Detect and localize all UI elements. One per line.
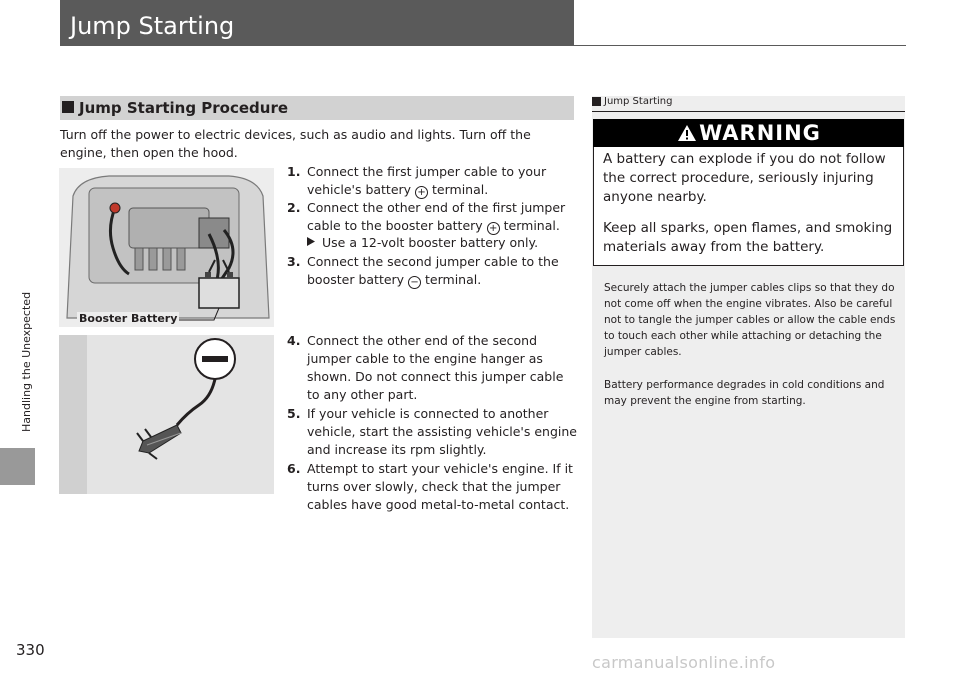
page-title: Jump Starting bbox=[70, 12, 235, 40]
chapter-tab-label: Handling the Unexpected bbox=[20, 291, 33, 432]
step-text-start: Connect the other end of the first jumper cable to the booster battery bbox=[307, 200, 566, 233]
step-5 bbox=[287, 405, 577, 459]
callout-leader bbox=[59, 168, 274, 327]
step-number: 1. bbox=[287, 164, 301, 179]
notes-paragraph-1: Securely attach the jumper cables clips so that they do not come off when the engine vibrates. Also be careful not to tangle the jumper cables or allow the cable ends to touch each other while attaching or detaching the jumper cables. bbox=[604, 282, 896, 358]
section-bullet-icon bbox=[62, 101, 74, 113]
section-title: Jump Starting Procedure bbox=[79, 99, 289, 117]
page-number: 330 bbox=[16, 641, 45, 659]
step-text: If your vehicle is connected to another vehicle, start the assisting vehicle's engine and increase its rpm slightly. bbox=[307, 406, 577, 457]
step-text-end: terminal. bbox=[421, 272, 482, 287]
step-text bbox=[307, 163, 577, 199]
step-6 bbox=[287, 460, 577, 514]
step-number: 5. bbox=[287, 406, 301, 421]
step-number: 4. bbox=[287, 333, 301, 348]
minus-terminal-icon: − bbox=[408, 276, 421, 289]
step-2 bbox=[287, 199, 577, 235]
step-3 bbox=[287, 253, 577, 289]
step-text: Attempt to start your vehicle's engine. If it turns over slowly, check that the jumper cables have good metal-to-metal contact. bbox=[307, 461, 573, 512]
step-text: Connect the other end of the second jumper cable to the engine hanger as shown. Do not connect this jumper cable to any other part. bbox=[307, 333, 564, 402]
step-number: 2. bbox=[287, 200, 301, 215]
booster-battery-callout: Booster Battery bbox=[79, 312, 178, 325]
step-text bbox=[307, 253, 577, 289]
step-text bbox=[307, 199, 577, 235]
notes-paragraph-2: Battery performance degrades in cold conditions and may prevent the engine from starting. bbox=[604, 379, 885, 407]
warning-text-1: A battery can explode if you do not follow the correct procedure, seriously injuring anyone nearby. bbox=[603, 151, 886, 205]
plus-terminal-icon: + bbox=[415, 186, 428, 199]
note-arrow-icon bbox=[307, 237, 315, 246]
chapter-tab-marker bbox=[0, 448, 35, 485]
notes-marker-icon bbox=[592, 97, 601, 106]
plus-terminal-icon: + bbox=[487, 222, 500, 235]
step-number: 6. bbox=[287, 461, 301, 476]
warning-title bbox=[594, 121, 904, 145]
notes-panel-rule bbox=[592, 111, 905, 112]
step-4 bbox=[287, 332, 577, 404]
title-rule bbox=[60, 45, 906, 46]
warning-text-2: Keep all sparks, open flames, and smoking materials away from the battery. bbox=[603, 220, 893, 255]
step-number: 3. bbox=[287, 254, 301, 269]
warning-triangle-icon bbox=[677, 124, 697, 142]
step-text-start: Connect the first jumper cable to your vehicle's battery bbox=[307, 164, 547, 197]
step-text-start: Connect the second jumper cable to the booster battery bbox=[307, 254, 559, 287]
intro-paragraph: Turn off the power to electric devices, such as audio and lights. Turn off the engine, then open the hood. bbox=[60, 127, 531, 160]
warning-title-text: WARNING bbox=[699, 121, 821, 145]
negative-clamp-illustration bbox=[59, 335, 274, 494]
step-text-end: terminal. bbox=[428, 182, 489, 197]
step-2-note: Use a 12-volt booster battery only. bbox=[322, 235, 539, 250]
step-text-end: terminal. bbox=[499, 218, 560, 233]
watermark: carmanualsonline.info bbox=[592, 653, 776, 672]
notes-panel-heading: Jump Starting bbox=[604, 96, 673, 107]
step-1 bbox=[287, 163, 577, 199]
negative-clamp-drawing bbox=[59, 335, 274, 494]
